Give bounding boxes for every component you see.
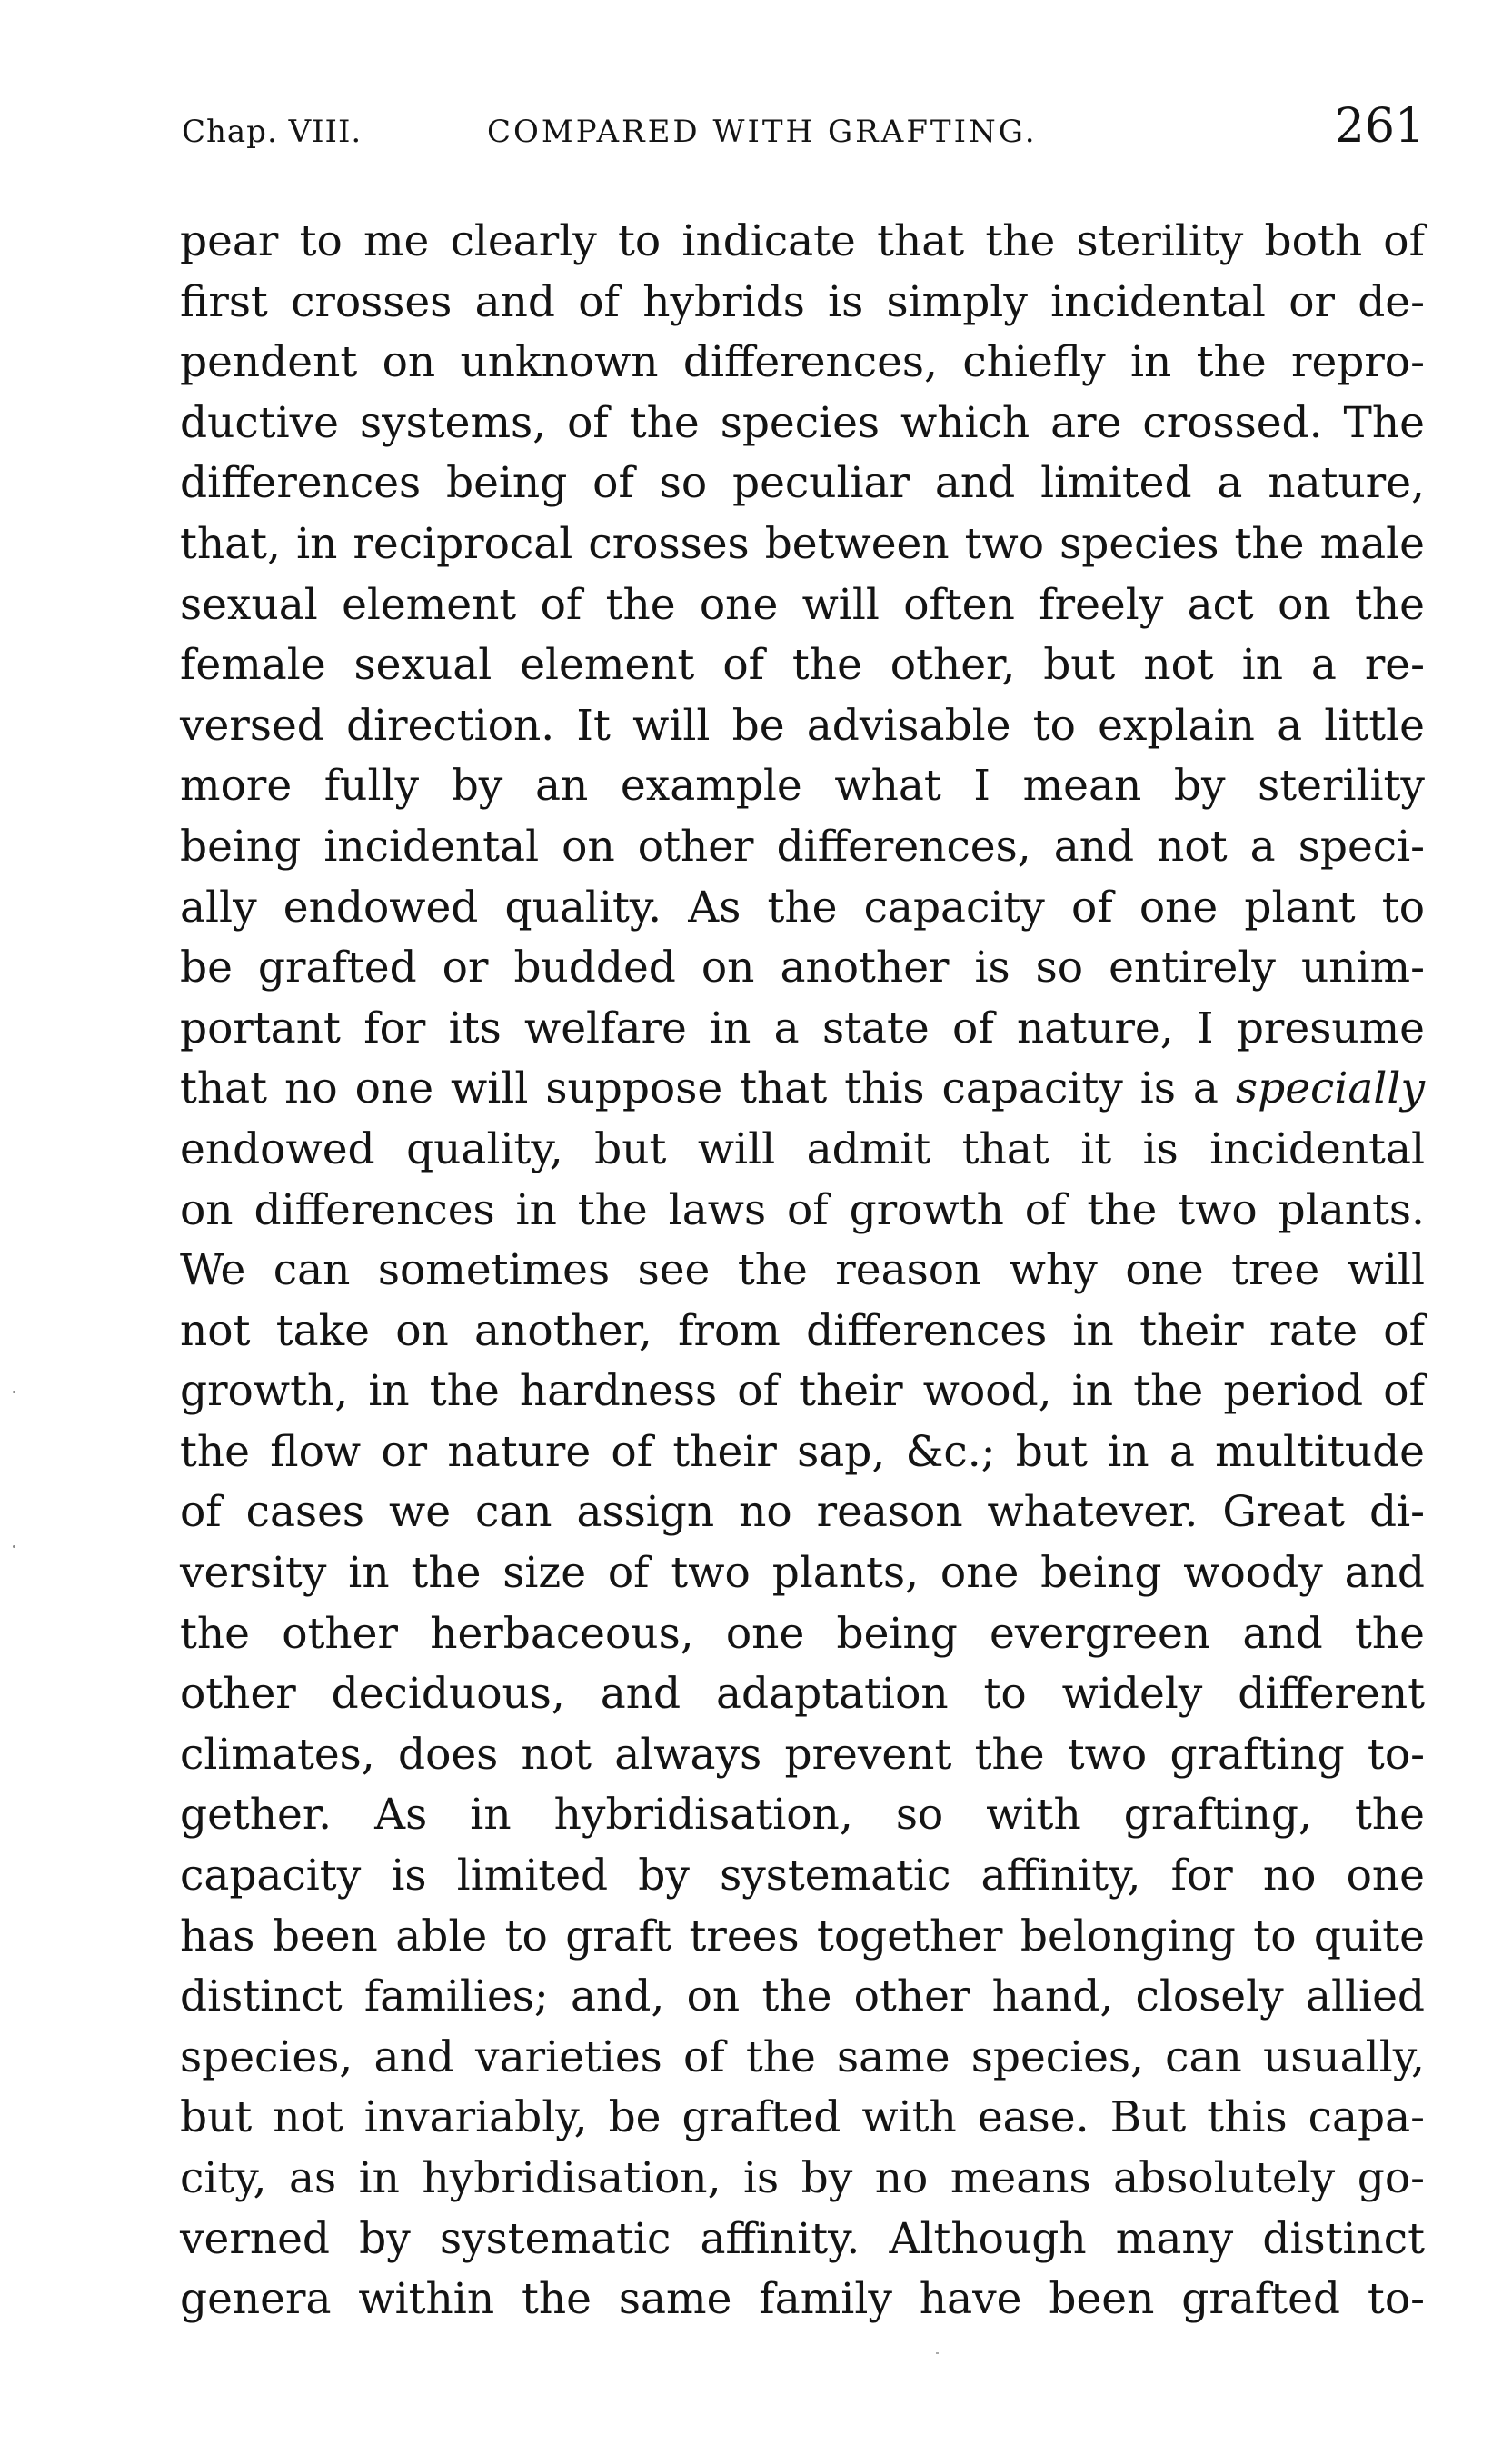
footer-speck [936, 2352, 939, 2354]
page-number: 261 [1334, 99, 1425, 154]
text-line: climates, does not always prevent the two grafting to- [180, 1729, 1425, 1780]
text-line: ally endowed quality. As the capacity of one plant to [180, 882, 1425, 933]
text-line: differences being of so peculiar and limited a nature, [180, 458, 1425, 509]
italic-word: specially [1235, 1063, 1425, 1114]
text-line: first crosses and of hybrids is simply incidental or de- [180, 276, 1425, 327]
text-line: other deciduous, and adaptation to widely different [180, 1669, 1425, 1720]
text-line: genera within the same family have been grafted to- [180, 2274, 1425, 2325]
text-line: ductive systems, of the species which are crossed. The [180, 397, 1425, 448]
text-line: that, in reciprocal crosses between two species the male [180, 518, 1425, 569]
text-line: pear to me clearly to indicate that the sterility both of [180, 216, 1425, 266]
text-line: but not invariably, be grafted with ease. But this capa- [180, 2092, 1425, 2143]
text-line: versity in the size of two plants, one being woody and [180, 1548, 1425, 1599]
text-line: species, and varieties of the same species, can usually, [180, 2031, 1425, 2082]
text-line: the flow or nature of their sap, &c.; but in a multitude [180, 1426, 1425, 1477]
margin-speck [13, 1391, 15, 1393]
text-line: the other herbaceous, one being evergreen and the [180, 1608, 1425, 1659]
text-line: distinct families; and, on the other hand, closely allied [180, 1971, 1425, 2022]
running-header [180, 95, 1434, 177]
text-line: female sexual element of the other, but not in a re- [180, 640, 1425, 691]
book-page [180, 95, 1434, 2325]
text-line: gether. As in hybridisation, so with grafting, the [180, 1790, 1425, 1841]
text-line: city, as in hybridisation, is by no means absolutely go- [180, 2153, 1425, 2203]
text-segment: that no one will suppose that this capacity is a [180, 1063, 1219, 1114]
margin-speck [13, 1545, 15, 1548]
text-line: on differences in the laws of growth of the two plants. [180, 1184, 1425, 1235]
chapter-label: Chap. VIII. [182, 114, 363, 150]
text-line: portant for its welfare in a state of nature, I presume [180, 1003, 1425, 1053]
text-line: capacity is limited by systematic affinity, for no one [180, 1851, 1425, 1901]
text-line: more fully by an example what I mean by sterility [180, 761, 1425, 812]
running-title: COMPARED WITH GRAFTING. [487, 114, 1038, 150]
text-line: being incidental on other differences, and not a speci- [180, 821, 1425, 872]
text-line: be grafted or budded on another is so entirely unim- [180, 943, 1425, 993]
text-line: not take on another, from differences in their rate of [180, 1305, 1425, 1356]
text-line: verned by systematic affinity. Although many distinct [180, 2213, 1425, 2264]
text-line: of cases we can assign no reason whatever. Great di- [180, 1487, 1425, 1538]
text-line: pendent on unknown differences, chiefly in the repro- [180, 337, 1425, 388]
text-line: sexual element of the one will often freely act on the [180, 579, 1425, 630]
body-text [180, 212, 1425, 2330]
text-line: versed direction. It will be advisable to explain a little [180, 700, 1425, 751]
text-line: endowed quality, but will admit that it is incidental [180, 1123, 1425, 1174]
text-line: growth, in the hardness of their wood, in the period of [180, 1366, 1425, 1417]
text-line: We can sometimes see the reason why one tree will [180, 1245, 1425, 1296]
text-line: has been able to graft trees together belonging to quite [180, 1911, 1425, 1961]
text-line-with-italic [180, 1059, 1425, 1120]
